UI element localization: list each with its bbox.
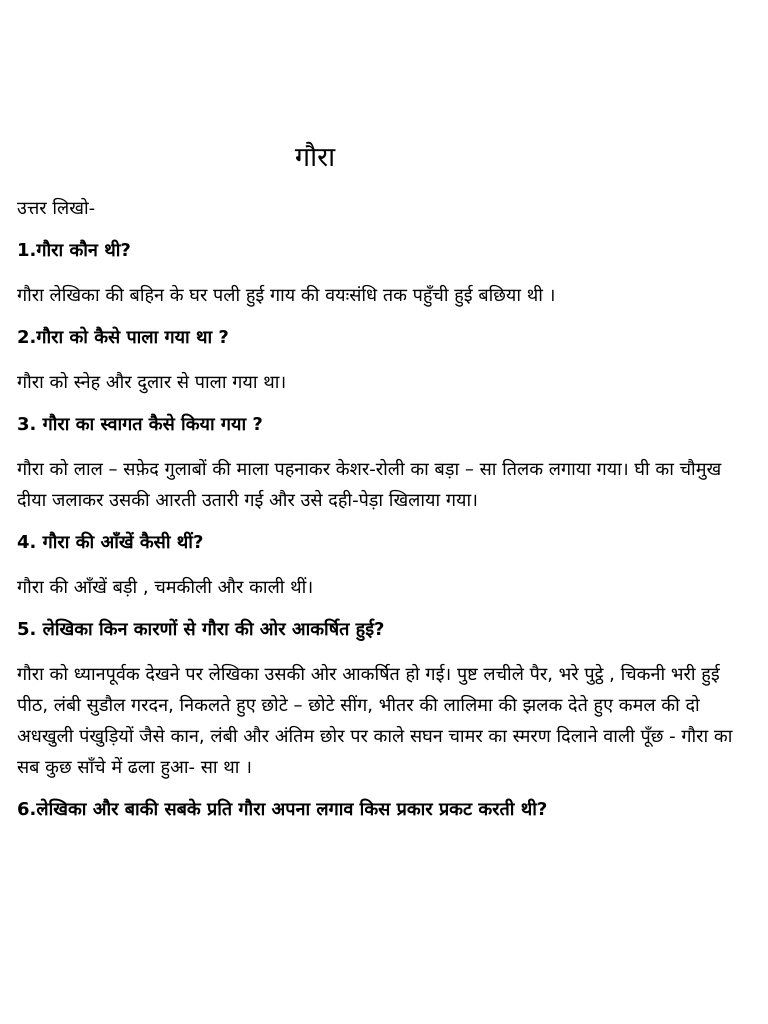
qa-item-3 [17, 412, 753, 516]
page-title: गौरा [294, 142, 336, 173]
answer-1: गौरा लेखिका की बहिन के घर पली हुई गाय की वयःसंधि तक पहुँची हुई बछिया थी । [17, 285, 556, 306]
qa-item-2 [17, 325, 753, 398]
qa-item-4 [17, 530, 753, 603]
answer-2: गौरा को स्नेह और दुलार से पाला गया था। [17, 372, 287, 393]
qa-item-5 [17, 617, 753, 783]
question-6: 6.लेखिका और बाकी सबके प्रति गौरा अपना लगाव किस प्रकार प्रकट करती थी? [17, 799, 548, 820]
document-body [17, 196, 753, 839]
question-5: 5. लेखिका किन कारणों से गौरा की ओर आकर्षित हुई? [17, 619, 385, 640]
qa-item-6 [17, 797, 753, 823]
qa-item-1 [17, 238, 753, 311]
question-3: 3. गौरा का स्वागत कैसे किया गया ? [17, 414, 263, 435]
question-4: 4. गौरा की आँखें कैसी थीं? [17, 532, 204, 553]
answer-5: गौरा को ध्यानपूर्वक देखने पर लेखिका उसकी ओर आकर्षित हो गई। पुष्ट लचीले पैर, भरे पुट्ठे , चिकनी भरी हुई पीठ, लंबी सुडौल गरदन, निकलते हुए छोटे – छोटे सींग, भीतर की लालिमा की झलक देते हुए कमल की दो अधखुली पंखुड़ियों जैसे कान, लंबी और अंतिम छोर पर काले सघन चामर का स्मरण दिलाने वाली पूँछ - गौरा का सब कुछ साँचे में ढला हुआ- सा था । [17, 664, 733, 778]
answer-4: गौरा की आँखें बड़ी , चमकीली और काली थीं। [17, 577, 314, 598]
question-2: 2.गौरा को कैसे पाला गया था ? [17, 327, 229, 348]
answer-3: गौरा को लाल – सफ़ेद गुलाबों की माला पहनाकर केशर-रोली का बड़ा – सा तिलक लगाया गया। घी का चौमुख दीया जलाकर उसकी आरती उतारी गई और उसे दही-पेड़ा खिलाया गया। [17, 459, 722, 511]
instruction-text: उत्तर लिखो- [17, 198, 96, 219]
question-1: 1.गौरा कौन थी? [17, 240, 131, 261]
